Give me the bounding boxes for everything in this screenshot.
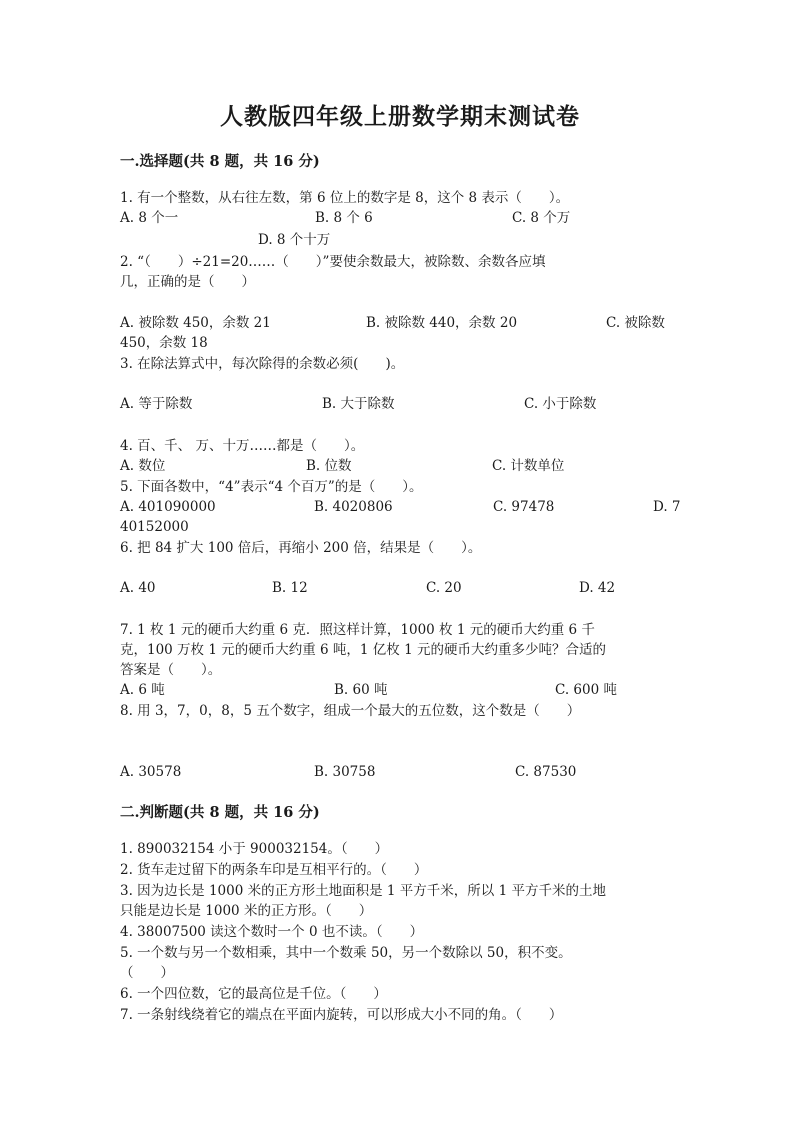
option-c: C. 20	[426, 580, 462, 596]
option-a: A. 40	[120, 580, 156, 596]
option-b: B. 8 个 6	[315, 210, 373, 226]
option-a: A. 401090000	[120, 499, 216, 515]
judge-item-cont: 只能是边长是 1000 米的正方形。（ ）	[120, 903, 373, 919]
option-b: B. 12	[272, 580, 308, 596]
option-b: B. 4020806	[314, 499, 393, 515]
option-d: D. 8 个十万	[258, 232, 331, 248]
option-d: D. 42	[579, 580, 616, 596]
option-a: A. 30578	[120, 764, 182, 780]
option-c-wrap: 450，余数 18	[120, 335, 208, 351]
judge-item: 7. 一条射线绕着它的端点在平面内旋转，可以形成大小不同的角。（ ）	[120, 1007, 563, 1023]
option-c: C. 87530	[515, 764, 577, 780]
judge-item-cont: （ ）	[120, 965, 174, 981]
question-stem: 5. 下面各数中，“4”表示“4 个百万”的是（ ）。	[120, 479, 423, 495]
question-stem: 7. 1 枚 1 元的硬币大约重 6 克．照这样计算，1000 枚 1 元的硬币大约重 6 千	[120, 622, 595, 638]
judge-item: 3. 因为边长是 1000 米的正方形土地面积是 1 平方千米，所以 1 平方千米的土地	[120, 883, 606, 899]
option-a: A. 被除数 450，余数 21	[120, 315, 271, 331]
judge-item: 6. 一个四位数，它的最高位是千位。（ ）	[120, 986, 387, 1002]
section-heading-judge: 二.判断题(共 8 题，共 16 分)	[120, 804, 320, 821]
question-stem: 3. 在除法算式中，每次除得的余数必须( )。	[120, 356, 405, 372]
option-b: B. 位数	[306, 458, 352, 474]
question-stem-cont: 克，100 万枚 1 元的硬币大约重 6 吨，1 亿枚 1 元的硬币大约重多少吨？合适的	[120, 642, 606, 658]
question-stem: 2. “（ ）÷21=20……（ ）”要使余数最大，被除数、余数各应填	[120, 254, 546, 270]
option-c: C. 小于除数	[524, 396, 597, 412]
judge-item: 5. 一个数与另一个数相乘，其中一个数乘 50，另一个数除以 50，积不变。	[120, 945, 572, 961]
page-title: 人教版四年级上册数学期末测试卷	[220, 103, 580, 130]
option-a: A. 8 个一	[120, 210, 179, 226]
question-stem-cont: 答案是（ ）。	[120, 662, 222, 678]
option-a: A. 数位	[120, 458, 166, 474]
option-b: B. 60 吨	[334, 682, 388, 698]
option-c: C. 600 吨	[555, 682, 617, 698]
judge-item: 4. 38007500 读这个数时一个 0 也不读。（ ）	[120, 924, 424, 940]
judge-item: 2. 货车走过留下的两条车印是互相平行的。（ ）	[120, 862, 428, 878]
option-b: B. 30758	[314, 764, 376, 780]
option-c: C. 计数单位	[492, 458, 565, 474]
option-c: C. 被除数	[606, 315, 665, 331]
option-b: B. 被除数 440，余数 20	[366, 315, 518, 331]
question-stem: 8. 用 3，7，0，8，5 五个数字，组成一个最大的五位数，这个数是（ ）	[120, 703, 581, 719]
option-c: C. 97478	[493, 499, 555, 515]
option-b: B. 大于除数	[322, 396, 395, 412]
question-stem: 1. 有一个整数，从右往左数，第 6 位上的数字是 8，这个 8 表示（ ）。	[120, 190, 570, 206]
option-c: C. 8 个万	[512, 210, 571, 226]
option-a: A. 6 吨	[120, 682, 165, 698]
option-a: A. 等于除数	[120, 396, 193, 412]
question-stem: 4. 百、千、 万、十万……都是（ ）。	[120, 438, 365, 454]
judge-item: 1. 890032154 小于 900032154。（ ）	[120, 841, 389, 857]
option-d: D. 7	[653, 499, 681, 515]
section-heading-choice: 一.选择题(共 8 题，共 16 分)	[120, 153, 320, 170]
question-stem: 6. 把 84 扩大 100 倍后，再缩小 200 倍，结果是（ ）。	[120, 540, 482, 556]
option-d-wrap: 40152000	[120, 519, 189, 535]
question-stem-cont: 几，正确的是（ ）	[120, 274, 255, 290]
